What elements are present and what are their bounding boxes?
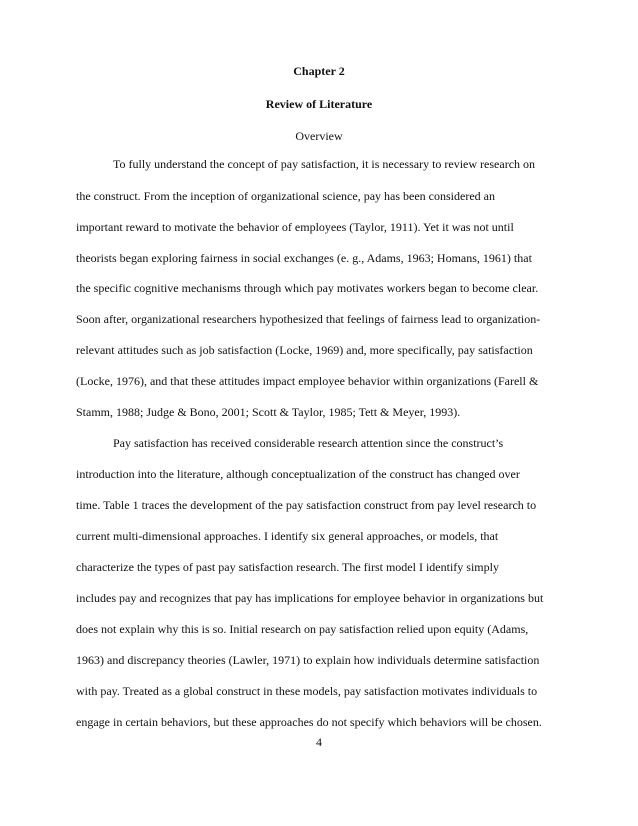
text-line: important reward to motivate the behavior of employees (Taylor, 1911). Yet it was not until bbox=[76, 220, 514, 234]
text-line: relevant attitudes such as job satisfaction (Locke, 1969) and, more specifically, pay satisfaction bbox=[76, 343, 533, 357]
text-line: Pay satisfaction has received considerable research attention since the construct’s bbox=[113, 436, 504, 450]
chapter-heading: Chapter 2 bbox=[293, 64, 345, 78]
text-line: theorists began exploring fairness in social exchanges (e. g., Adams, 1963; Homans, 1961) that bbox=[76, 251, 532, 265]
text-line: the construct. From the inception of organizational science, pay has been considered an bbox=[76, 189, 495, 203]
text-line: introduction into the literature, although conceptualization of the construct has changed over bbox=[76, 467, 520, 481]
text-line: Soon after, organizational researchers hypothesized that feelings of fairness lead to organization- bbox=[76, 312, 541, 326]
text-line: time. Table 1 traces the development of the pay satisfaction construct from pay level research to bbox=[76, 498, 537, 512]
text-line: does not explain why this is so. Initial research on pay satisfaction relied upon equity (Adams, bbox=[76, 622, 529, 636]
text-line: characterize the types of past pay satisfaction research. The first model I identify simply bbox=[76, 560, 499, 574]
text-line: To fully understand the concept of pay satisfaction, it is necessary to review research on bbox=[113, 157, 536, 171]
text-line: (Locke, 1976), and that these attitudes impact employee behavior within organizations (Farell & bbox=[76, 374, 539, 388]
text-line: Stamm, 1988; Judge & Bono, 2001; Scott & Taylor, 1985; Tett & Meyer, 1993). bbox=[76, 405, 461, 419]
text-line: includes pay and recognizes that pay has implications for employee behavior in organizations but bbox=[76, 591, 544, 605]
text-line: with pay. Treated as a global construct in these models, pay satisfaction motivates individuals to bbox=[76, 684, 538, 698]
text-line: engage in certain behaviors, but these approaches do not specify which behaviors will be chosen. bbox=[76, 715, 542, 729]
text-line: current multi-dimensional approaches. I identify six general approaches, or models, that bbox=[76, 529, 499, 543]
section-heading: Overview bbox=[295, 129, 343, 143]
text-line: 1963) and discrepancy theories (Lawler, 1971) to explain how individuals determine satisfaction bbox=[76, 653, 540, 667]
chapter-title: Review of Literature bbox=[265, 97, 373, 111]
page-number: 4 bbox=[316, 735, 322, 749]
text-line: the specific cognitive mechanisms through which pay motivates workers began to become clear. bbox=[76, 281, 539, 295]
